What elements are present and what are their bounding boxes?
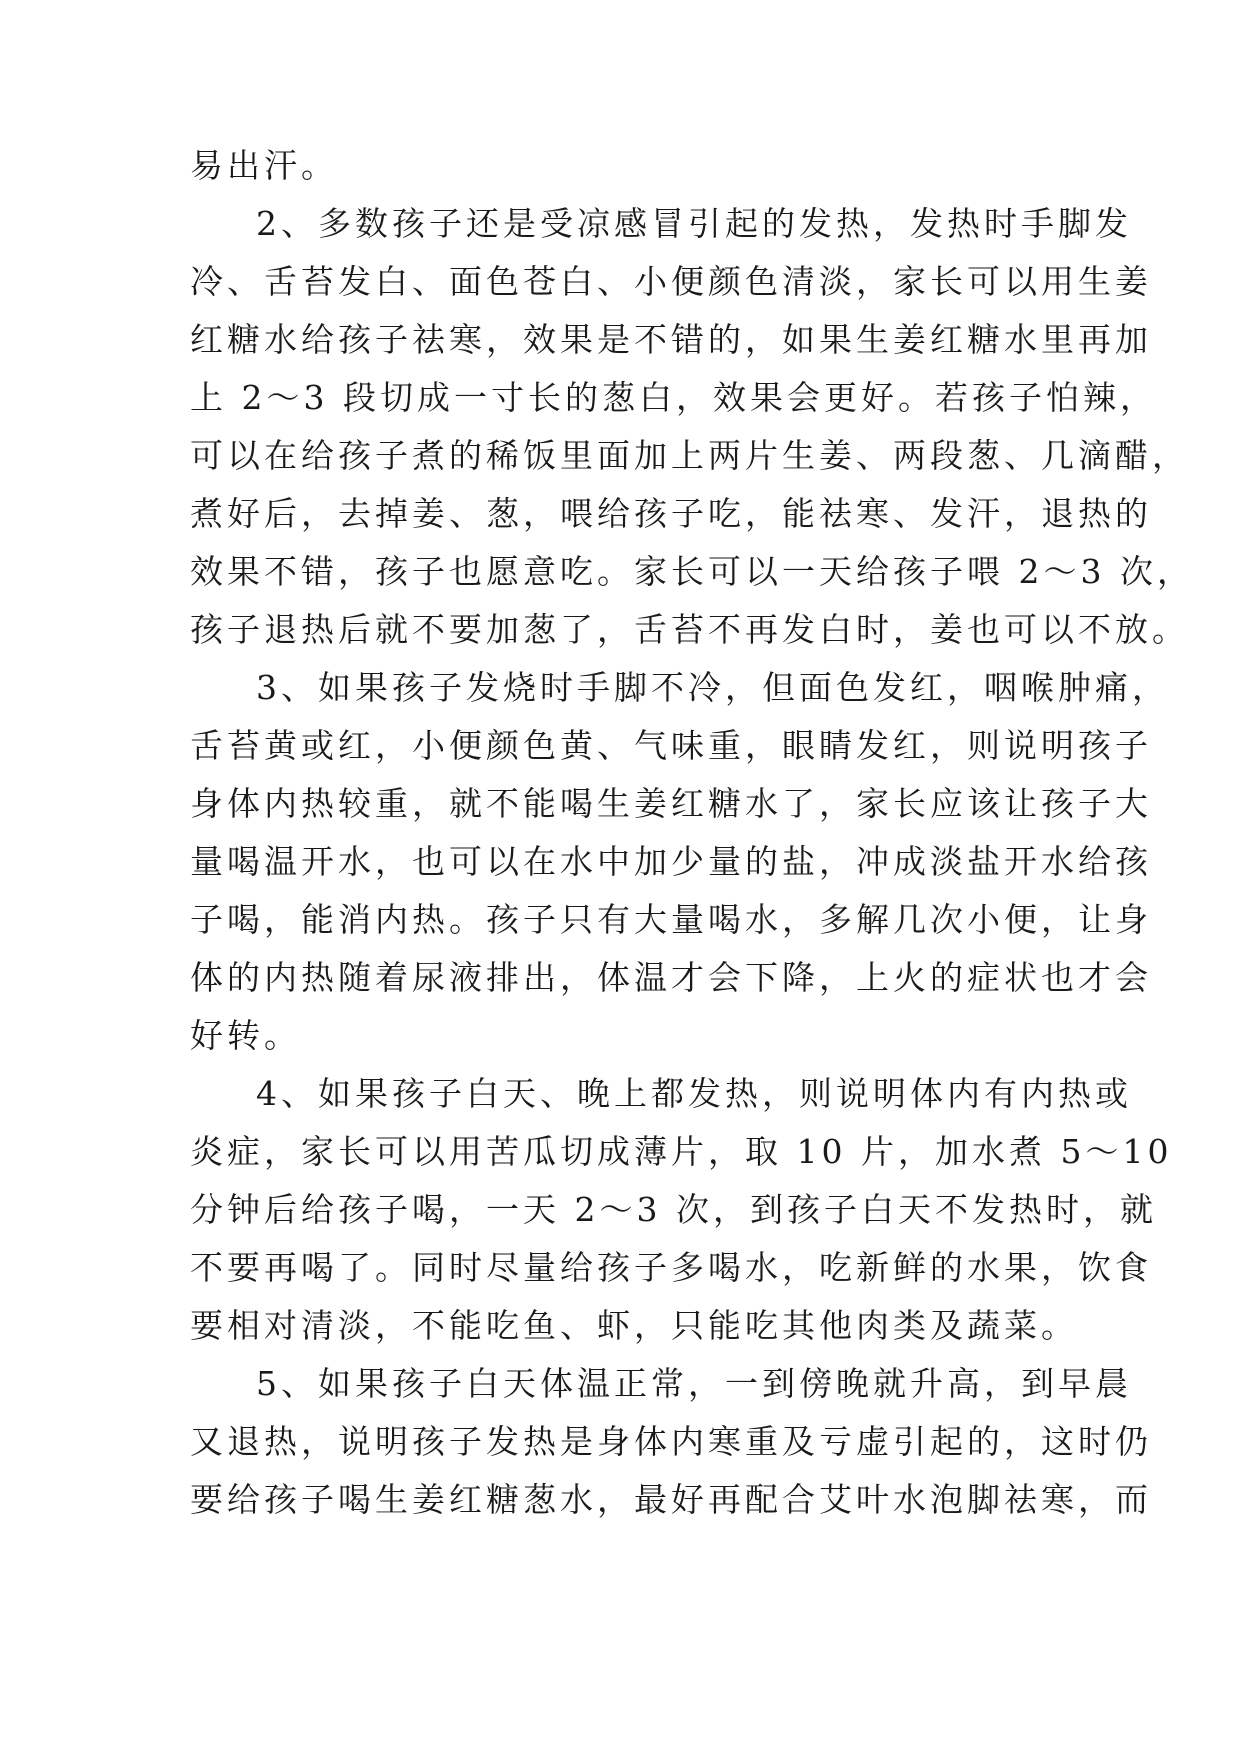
text-line: 量喝温开水，也可以在水中加少量的盐，冲成淡盐开水给孩 <box>190 842 1152 881</box>
text-line: 孩子退热后就不要加葱了，舌苔不再发白时，姜也可以不放。 <box>190 610 1189 649</box>
text-line: 效果不错，孩子也愿意吃。家长可以一天给孩子喂 2～3 次， <box>190 552 1194 591</box>
text-line: 要给孩子喝生姜红糖葱水，最好再配合艾叶水泡脚祛寒，而 <box>190 1480 1152 1519</box>
text-line: 子喝，能消内热。孩子只有大量喝水，多解几次小便，让身 <box>190 900 1152 939</box>
text-line: 易出汗。 <box>190 146 338 185</box>
text-line: 体的内热随着尿液排出，体温才会下降，上火的症状也才会 <box>190 958 1152 997</box>
text-line: 分钟后给孩子喝，一天 2～3 次，到孩子白天不发热时，就 <box>190 1190 1157 1229</box>
text-line: 舌苔黄或红，小便颜色黄、气味重，眼睛发红，则说明孩子 <box>190 726 1152 765</box>
text-line: 要相对清淡，不能吃鱼、虾，只能吃其他肉类及蔬菜。 <box>190 1306 1078 1345</box>
text-line: 红糖水给孩子祛寒，效果是不错的，如果生姜红糖水里再加 <box>190 320 1152 359</box>
text-line: 上 2～3 段切成一寸长的葱白，效果会更好。若孩子怕辣， <box>190 378 1157 417</box>
text-line: 炎症，家长可以用苦瓜切成薄片，取 10 片，加水煮 5～10 <box>190 1132 1173 1171</box>
text-line: 冷、舌苔发白、面色苍白、小便颜色清淡，家长可以用生姜 <box>190 262 1152 301</box>
text-line: 不要再喝了。同时尽量给孩子多喝水，吃新鲜的水果，饮食 <box>190 1248 1152 1287</box>
text-line: 煮好后，去掉姜、葱，喂给孩子吃，能祛寒、发汗，退热的 <box>190 494 1152 533</box>
text-line: 身体内热较重，就不能喝生姜红糖水了，家长应该让孩子大 <box>190 784 1152 823</box>
paragraph-first-line: 4、如果孩子白天、晚上都发热，则说明体内有内热或 <box>256 1074 1132 1113</box>
paragraph-first-line: 5、如果孩子白天体温正常，一到傍晚就升高，到早晨 <box>256 1364 1132 1403</box>
paragraph-first-line: 3、如果孩子发烧时手脚不冷，但面色发红，咽喉肿痛， <box>256 668 1169 707</box>
text-line: 可以在给孩子煮的稀饭里面加上两片生姜、两段葱、几滴醋， <box>190 436 1189 475</box>
paragraph-first-line: 2、多数孩子还是受凉感冒引起的发热，发热时手脚发 <box>256 204 1132 243</box>
text-line: 好转。 <box>190 1016 301 1055</box>
text-line: 又退热，说明孩子发热是身体内寒重及亏虚引起的，这时仍 <box>190 1422 1152 1461</box>
